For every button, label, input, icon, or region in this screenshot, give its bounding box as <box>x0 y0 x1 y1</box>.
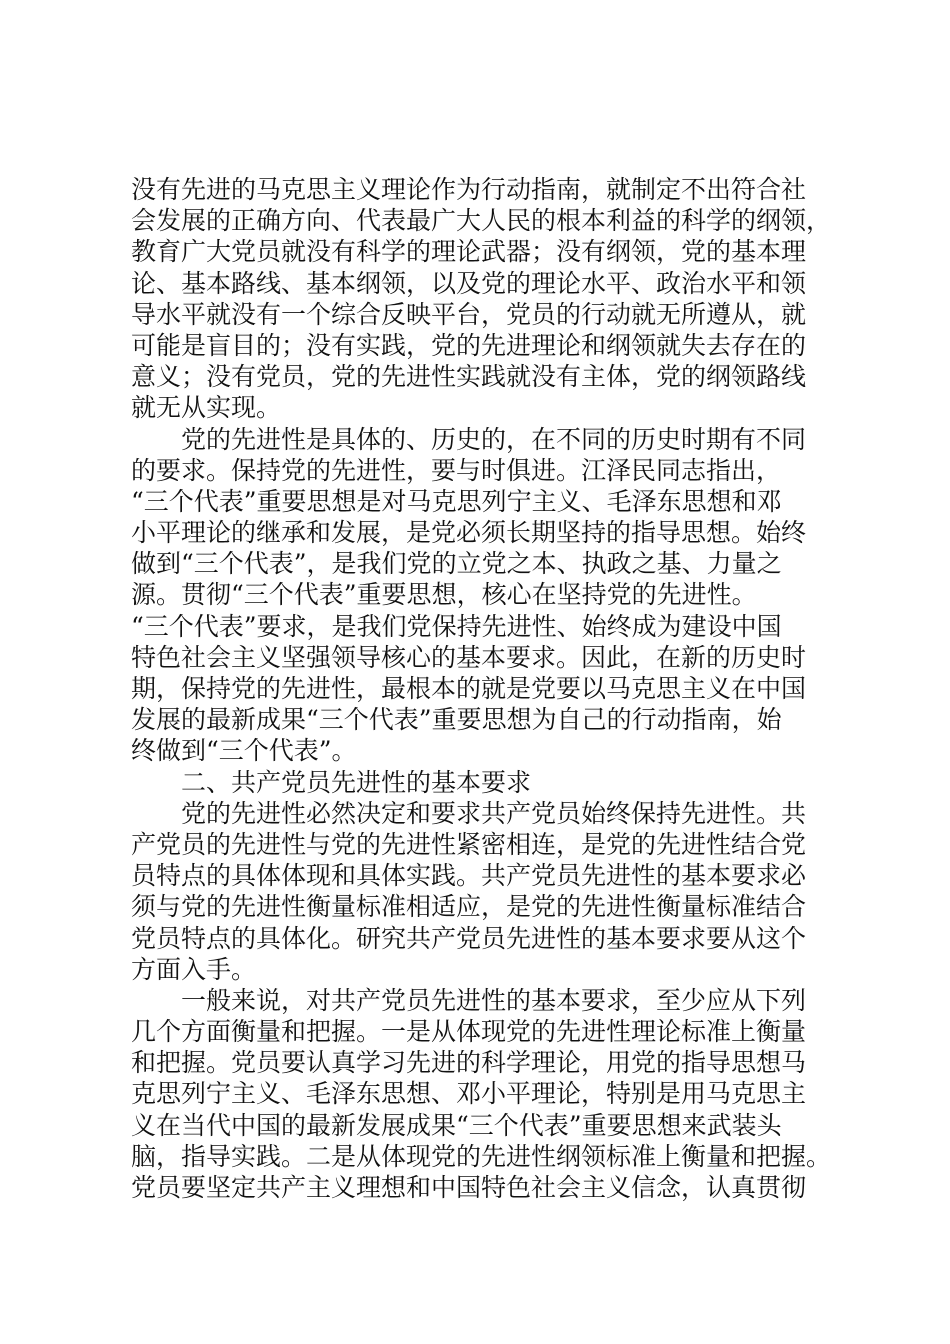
text-line: 意义；没有党员，党的先进性实践就没有主体，党的纲领路线 <box>131 362 807 392</box>
text-line: 会发展的正确方向、代表最广大人民的根本利益的科学的纲领， <box>131 206 831 236</box>
text-line: 党员要坚定共产主义理想和中国特色社会主义信念，认真贯彻 <box>131 1173 807 1202</box>
text-line: 党员特点的具体化。研究共产党员先进性的基本要求要从这个 <box>131 923 807 953</box>
text-line: 小平理论的继承和发展，是党必须长期坚持的指导思想。始终 <box>131 518 807 548</box>
text-line: 和把握。党员要认真学习先进的科学理论，用党的指导思想马 <box>131 1048 807 1078</box>
section-heading: 二、共产党员先进性的基本要求 <box>131 767 532 797</box>
text-line: 的要求。保持党的先进性，要与时俱进。江泽民同志指出， <box>131 455 782 485</box>
text-line: “三个代表”要求，是我们党保持先进性、始终成为建设中国 <box>131 611 782 641</box>
text-line: 党的先进性必然决定和要求共产党员始终保持先进性。共 <box>131 798 807 828</box>
text-line: 导水平就没有一个综合反映平台，党员的行动就无所遵从，就 <box>131 299 807 329</box>
text-line: 教育广大党员就没有科学的理论武器；没有纲领，党的基本理 <box>131 237 807 267</box>
text-line: 克思列宁主义、毛泽东思想、邓小平理论，特别是用马克思主 <box>131 1079 807 1109</box>
text-line: “三个代表”重要思想是对马克思列宁主义、毛泽东思想和邓 <box>131 486 782 516</box>
text-line: 脑，指导实践。二是从体现党的先进性纲领标准上衡量和把握。 <box>131 1141 831 1171</box>
text-line: 就无从实现。 <box>131 393 282 423</box>
text-line: 发展的最新成果“三个代表”重要思想为自己的行动指南，始 <box>131 705 782 735</box>
text-line: 产党员的先进性与党的先进性紧密相连，是党的先进性结合党 <box>131 829 807 859</box>
text-line: 党的先进性是具体的、历史的，在不同的历史时期有不同 <box>131 424 807 454</box>
text-line: 期，保持党的先进性，最根本的就是党要以马克思主义在中国 <box>131 674 807 703</box>
body-text <box>131 174 831 1203</box>
text-line: 做到“三个代表”，是我们党的立党之本、执政之基、力量之 <box>131 549 782 579</box>
text-line: 特色社会主义坚强领导核心的基本要求。因此，在新的历史时 <box>131 642 807 672</box>
text-line: 没有先进的马克思主义理论作为行动指南，就制定不出符合社 <box>131 175 807 204</box>
text-line: 员特点的具体体现和具体实践。共产党员先进性的基本要求必 <box>131 861 807 891</box>
text-line: 论、基本路线、基本纲领，以及党的理论水平、政治水平和领 <box>131 268 807 298</box>
text-line: 可能是盲目的；没有实践，党的先进理论和纲领就失去存在的 <box>131 330 807 360</box>
text-line: 义在当代中国的最新发展成果“三个代表”重要思想来武装头 <box>131 1110 782 1140</box>
text-line: 终做到“三个代表”。 <box>131 736 357 766</box>
text-line: 几个方面衡量和把握。一是从体现党的先进性理论标准上衡量 <box>131 1017 807 1047</box>
text-line: 一般来说，对共产党员先进性的基本要求，至少应从下列 <box>131 985 807 1015</box>
text-line: 须与党的先进性衡量标准相适应，是党的先进性衡量标准结合 <box>131 892 807 922</box>
text-line: 源。贯彻“三个代表”重要思想，核心在坚持党的先进性。 <box>131 580 757 610</box>
text-line: 方面入手。 <box>131 954 257 984</box>
